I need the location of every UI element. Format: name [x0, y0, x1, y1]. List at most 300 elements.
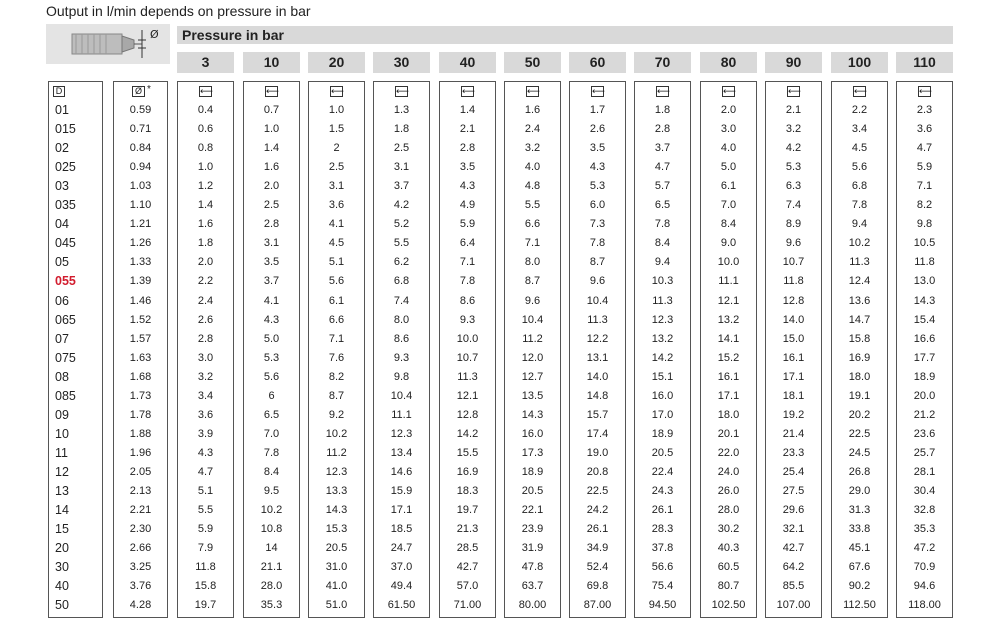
flow-value-cell: 1.3 — [393, 104, 410, 116]
flow-value-cell: 24.7 — [390, 542, 413, 555]
flow-value-cell: 3.1 — [263, 237, 280, 250]
flow-value-cell: 21.2 — [913, 408, 936, 421]
nozzle-code-cell: 11 — [55, 445, 68, 460]
flow-value-cell: 52.4 — [586, 561, 609, 574]
diameter-cell: 2.05 — [129, 465, 152, 478]
flow-value-cell: 5.6 — [263, 370, 280, 383]
flow-value-cell: 21.1 — [260, 561, 283, 574]
flow-value-cell: 7.0 — [720, 199, 737, 212]
flow-value-cell: 17.1 — [390, 504, 413, 517]
flow-arrow-icon: ⟵ — [919, 86, 932, 96]
flow-value-cell: 24.0 — [717, 465, 740, 478]
flow-value-cell: 28.1 — [913, 465, 936, 478]
flow-value-cell: 16.0 — [521, 427, 544, 440]
flow-value-cell: 13.5 — [521, 389, 544, 402]
flow-value-cell: 1.0 — [328, 104, 345, 116]
flow-value-cell: 17.1 — [782, 370, 805, 383]
flow-arrow-icon: ⟵ — [788, 86, 801, 96]
flow-arrow-icon: ⟵ — [266, 86, 279, 96]
flow-value-cell: 28.3 — [651, 523, 674, 536]
flow-value-cell: 1.5 — [328, 123, 345, 136]
flow-value-cell: 5.7 — [654, 180, 671, 193]
diameter-column — [113, 81, 168, 618]
flow-value-cell: 6.8 — [851, 180, 868, 193]
pressure-header-cell: 110 — [896, 52, 953, 73]
nozzle-code-cell: 03 — [55, 179, 69, 194]
flow-value-cell: 2.1 — [459, 123, 476, 136]
diameter-cell: 0.84 — [129, 142, 152, 155]
flow-value-cell: 15.5 — [456, 446, 479, 459]
pressure-header-cell: 3 — [177, 52, 234, 73]
diameter-footnote-mark: * — [147, 84, 151, 95]
flow-value-cell: 1.6 — [263, 161, 280, 174]
nozzle-code-cell: 08 — [55, 369, 69, 384]
flow-column — [439, 81, 496, 618]
flow-value-cell: 5.1 — [197, 485, 214, 497]
flow-value-cell: 14.6 — [390, 465, 413, 478]
flow-value-cell: 94.50 — [648, 599, 677, 612]
flow-value-cell: 6.2 — [393, 256, 410, 269]
flow-value-cell: 6.5 — [654, 199, 671, 212]
flow-value-cell: 26.8 — [848, 465, 871, 478]
flow-value-cell: 13.2 — [717, 313, 740, 326]
flow-value-cell: 7.0 — [263, 427, 280, 440]
flow-value-cell: 11.8 — [195, 561, 216, 574]
flow-value-cell: 57.0 — [456, 580, 479, 593]
flow-value-cell: 14.3 — [325, 504, 348, 517]
nozzle-icon — [46, 24, 170, 64]
flow-value-cell: 22.5 — [848, 427, 871, 440]
flow-value-cell: 16.1 — [782, 351, 805, 364]
flow-value-cell: 7.8 — [589, 237, 606, 250]
flow-value-cell: 56.6 — [651, 561, 674, 574]
flow-value-cell: 11.8 — [783, 275, 804, 288]
flow-column — [700, 81, 757, 618]
flow-value-cell: 9.4 — [654, 256, 671, 269]
flow-value-cell: 21.3 — [456, 523, 479, 536]
svg-text:Ø: Ø — [150, 28, 159, 41]
flow-value-cell: 49.4 — [390, 580, 413, 593]
nozzle-code-cell: 40 — [55, 579, 69, 594]
flow-value-cell: 18.9 — [521, 465, 544, 478]
flow-value-cell: 10.2 — [848, 237, 871, 250]
flow-value-cell: 17.7 — [913, 351, 936, 364]
flow-value-cell: 14.8 — [586, 389, 609, 402]
flow-value-cell: 2.5 — [393, 142, 410, 155]
flow-value-cell: 0.4 — [197, 104, 214, 116]
flow-value-cell: 10.5 — [913, 237, 936, 250]
flow-value-cell: 3.4 — [851, 123, 868, 136]
diameter-cell: 1.39 — [129, 275, 152, 288]
flow-value-cell: 3.5 — [263, 256, 280, 269]
flow-column — [831, 81, 888, 618]
flow-value-cell: 107.00 — [776, 599, 811, 612]
flow-value-cell: 1.0 — [263, 123, 280, 136]
flow-value-cell: 2.8 — [459, 142, 476, 155]
flow-value-cell: 18.9 — [651, 427, 674, 440]
flow-value-cell: 10.0 — [456, 332, 479, 345]
flow-value-cell: 11.8 — [914, 256, 935, 269]
flow-value-cell: 12.1 — [456, 389, 479, 402]
flow-value-cell: 0.8 — [197, 142, 214, 155]
nozzle-code-cell: 15 — [55, 522, 69, 537]
flow-column — [765, 81, 822, 618]
flow-value-cell: 12.1 — [717, 294, 740, 307]
pressure-header-cell: 70 — [634, 52, 691, 73]
flow-value-cell: 13.1 — [586, 351, 609, 364]
flow-arrow-icon: ⟵ — [200, 86, 213, 96]
nozzle-code-cell: 045 — [55, 236, 76, 251]
flow-arrow-icon: ⟵ — [396, 86, 409, 96]
flow-value-cell: 1.7 — [589, 104, 606, 116]
flow-value-cell: 15.8 — [194, 580, 217, 593]
flow-value-cell: 2.8 — [197, 332, 214, 345]
flow-value-cell: 9.6 — [589, 275, 606, 288]
flow-value-cell: 12.3 — [390, 427, 413, 440]
flow-value-cell: 63.7 — [521, 580, 544, 593]
flow-value-cell: 17.0 — [651, 408, 674, 421]
pressure-header-cell: 50 — [504, 52, 561, 73]
flow-value-cell: 9.8 — [916, 218, 933, 231]
flow-value-cell: 26.1 — [651, 504, 674, 517]
flow-value-cell: 5.2 — [393, 218, 410, 231]
flow-value-cell: 5.5 — [393, 237, 410, 250]
diameter-cell: 2.13 — [129, 485, 152, 497]
flow-value-cell: 24.2 — [586, 504, 609, 517]
flow-value-cell: 4.9 — [459, 199, 476, 212]
flow-value-cell: 60.5 — [717, 561, 740, 574]
flow-value-cell: 8.6 — [459, 294, 476, 307]
flow-value-cell: 112.50 — [843, 599, 876, 612]
flow-value-cell: 61.50 — [387, 599, 416, 612]
nozzle-code-cell: 20 — [55, 541, 69, 556]
flow-value-cell: 3.1 — [393, 161, 410, 174]
diameter-cell: 3.76 — [129, 580, 152, 593]
nozzle-code-cell: 06 — [55, 293, 69, 308]
flow-value-cell: 25.4 — [782, 465, 805, 478]
flow-value-cell: 80.7 — [717, 580, 740, 593]
flow-value-cell: 118.00 — [908, 599, 941, 612]
flow-value-cell: 10.7 — [782, 256, 805, 269]
flow-value-cell: 1.6 — [524, 104, 541, 116]
flow-value-cell: 37.8 — [651, 542, 674, 555]
nozzle-code-cell: 035 — [55, 198, 76, 213]
flow-value-cell: 4.2 — [393, 199, 410, 212]
flow-value-cell: 3.0 — [197, 351, 214, 364]
flow-value-cell: 22.0 — [717, 446, 740, 459]
flow-value-cell: 12.0 — [521, 351, 544, 364]
flow-value-cell: 6.1 — [720, 180, 737, 193]
flow-value-cell: 19.0 — [586, 446, 609, 459]
flow-value-cell: 13.3 — [325, 485, 348, 497]
flow-value-cell: 8.2 — [328, 370, 345, 383]
diameter-cell: 1.63 — [129, 351, 152, 364]
flow-value-cell: 5.3 — [785, 161, 802, 174]
flow-value-cell: 22.5 — [586, 485, 609, 497]
pressure-header-cell: 100 — [831, 52, 888, 73]
diameter-icon: Ø — [132, 86, 145, 97]
diameter-cell: 4.28 — [129, 599, 152, 612]
flow-value-cell: 2.0 — [720, 104, 737, 116]
flow-value-cell: 7.8 — [459, 275, 476, 288]
flow-value-cell: 7.4 — [785, 199, 802, 212]
nozzle-code-cell: 50 — [55, 598, 69, 613]
diameter-cell: 1.33 — [129, 256, 152, 269]
flow-value-cell: 6.4 — [459, 237, 476, 250]
flow-value-cell: 47.8 — [521, 561, 544, 574]
diameter-cell: 1.73 — [129, 389, 152, 402]
flow-value-cell: 4.0 — [720, 142, 737, 155]
flow-value-cell: 17.4 — [586, 427, 609, 440]
flow-value-cell: 23.6 — [913, 427, 936, 440]
nozzle-code-cell: 085 — [55, 388, 76, 403]
flow-value-cell: 18.9 — [913, 370, 936, 383]
flow-value-cell: 1.0 — [197, 161, 214, 174]
flow-value-cell: 14.3 — [521, 408, 544, 421]
nozzle-code-cell: 13 — [55, 484, 69, 498]
flow-value-cell: 13.6 — [848, 294, 871, 307]
flow-arrow-icon: ⟵ — [527, 86, 540, 96]
flow-value-cell: 64.2 — [782, 561, 805, 574]
flow-value-cell: 10.2 — [325, 427, 348, 440]
flow-value-cell: 10.3 — [651, 275, 674, 288]
flow-value-cell: 23.3 — [782, 446, 805, 459]
flow-value-cell: 17.3 — [521, 446, 544, 459]
flow-value-cell: 70.9 — [913, 561, 936, 574]
flow-value-cell: 5.0 — [263, 332, 280, 345]
flow-value-cell: 85.5 — [782, 580, 805, 593]
flow-value-cell: 7.1 — [328, 332, 345, 345]
flow-value-cell: 45.1 — [848, 542, 871, 555]
flow-value-cell: 4.1 — [328, 218, 345, 231]
flow-value-cell: 31.3 — [848, 504, 871, 517]
pressure-header: Pressure in bar — [177, 26, 953, 44]
diameter-cell: 1.96 — [129, 446, 152, 459]
flow-value-cell: 10.4 — [586, 294, 609, 307]
flow-value-cell: 10.2 — [260, 504, 283, 517]
flow-value-cell: 42.7 — [456, 561, 479, 574]
flow-value-cell: 29.6 — [782, 504, 805, 517]
flow-value-cell: 12.7 — [521, 370, 544, 383]
flow-value-cell: 3.6 — [916, 123, 933, 136]
flow-value-cell: 2.5 — [263, 199, 280, 212]
flow-value-cell: 6.8 — [393, 275, 410, 288]
pressure-header-cell: 80 — [700, 52, 757, 73]
flow-value-cell: 16.9 — [456, 465, 479, 478]
flow-value-cell: 13.4 — [390, 446, 413, 459]
diameter-cell: 1.10 — [129, 199, 152, 212]
diameter-cell: 1.21 — [129, 218, 152, 231]
nozzle-code-cell: 01 — [55, 103, 69, 117]
flow-value-cell: 8.4 — [720, 218, 737, 231]
flow-value-cell: 47.2 — [913, 542, 936, 555]
flow-value-cell: 3.7 — [393, 180, 410, 193]
flow-value-cell: 14.2 — [651, 351, 674, 364]
flow-value-cell: 10.7 — [456, 351, 479, 364]
flow-value-cell: 14.0 — [782, 313, 805, 326]
flow-value-cell: 3.7 — [263, 275, 280, 288]
flow-value-cell: 3.5 — [589, 142, 606, 155]
flow-value-cell: 25.7 — [913, 446, 936, 459]
flow-value-cell: 5.3 — [589, 180, 606, 193]
flow-value-cell: 20.5 — [651, 446, 674, 459]
diameter-cell: 2.66 — [129, 542, 152, 555]
flow-value-cell: 10.0 — [717, 256, 740, 269]
diameter-cell: 2.21 — [129, 504, 152, 517]
flow-value-cell: 3.6 — [328, 199, 345, 212]
flow-value-cell: 4.5 — [328, 237, 345, 250]
flow-value-cell: 7.8 — [263, 446, 280, 459]
nozzle-code-cell: 09 — [55, 407, 69, 422]
flow-value-cell: 4.8 — [524, 180, 541, 193]
flow-value-cell: 6.3 — [785, 180, 802, 193]
flow-value-cell: 2.6 — [197, 313, 214, 326]
flow-value-cell: 20.5 — [325, 542, 348, 555]
flow-value-cell: 2.4 — [197, 294, 214, 307]
diameter-cell: 1.57 — [129, 332, 152, 345]
flow-arrow-icon: ⟵ — [723, 86, 736, 96]
flow-value-cell: 1.4 — [263, 142, 280, 155]
flow-value-cell: 37.0 — [390, 561, 413, 574]
flow-value-cell: 11.3 — [849, 256, 870, 269]
flow-value-cell: 5.5 — [524, 199, 541, 212]
flow-value-cell: 1.8 — [197, 237, 214, 250]
flow-value-cell: 1.4 — [197, 199, 214, 212]
flow-value-cell: 5.3 — [263, 351, 280, 364]
flow-value-cell: 1.8 — [393, 123, 410, 136]
flow-value-cell: 26.1 — [586, 523, 609, 536]
flow-column — [373, 81, 430, 618]
flow-value-cell: 2.1 — [785, 104, 802, 116]
flow-column — [243, 81, 300, 618]
flow-value-cell: 75.4 — [651, 580, 674, 593]
flow-value-cell: 5.9 — [916, 161, 933, 174]
flow-value-cell: 18.5 — [390, 523, 413, 536]
flow-value-cell: 8.9 — [785, 218, 802, 231]
flow-value-cell: 35.3 — [260, 599, 283, 612]
flow-value-cell: 14.2 — [456, 427, 479, 440]
flow-value-cell: 19.2 — [782, 408, 805, 421]
flow-value-cell: 15.4 — [913, 313, 936, 326]
flow-value-cell: 16.6 — [913, 332, 936, 345]
flow-value-cell: 3.0 — [720, 123, 737, 136]
flow-value-cell: 31.0 — [325, 561, 348, 574]
flow-value-cell: 28.5 — [456, 542, 479, 555]
flow-value-cell: 5.9 — [459, 218, 476, 231]
flow-value-cell: 11.3 — [652, 294, 673, 307]
flow-value-cell: 5.0 — [720, 161, 737, 174]
flow-value-cell: 6.1 — [328, 294, 345, 307]
flow-value-cell: 9.4 — [851, 218, 868, 231]
flow-value-cell: 9.3 — [459, 313, 476, 326]
flow-value-cell: 8.7 — [524, 275, 541, 288]
diameter-cell: 2.30 — [129, 523, 152, 536]
flow-value-cell: 1.2 — [197, 180, 214, 193]
flow-value-cell: 2.8 — [263, 218, 280, 231]
flow-value-cell: 2.6 — [589, 123, 606, 136]
flow-value-cell: 4.0 — [524, 161, 541, 174]
flow-value-cell: 15.3 — [325, 523, 348, 536]
flow-value-cell: 7.4 — [393, 294, 410, 307]
flow-value-cell: 11.2 — [522, 332, 543, 345]
flow-value-cell: 15.2 — [717, 351, 740, 364]
flow-value-cell: 8.4 — [654, 237, 671, 250]
flow-value-cell: 8.2 — [916, 199, 933, 212]
flow-value-cell: 12.3 — [651, 313, 674, 326]
flow-value-cell: 87.00 — [583, 599, 612, 612]
nozzle-code-symbol: D — [53, 86, 65, 97]
flow-value-cell: 12.2 — [586, 332, 609, 345]
flow-value-cell: 7.8 — [654, 218, 671, 231]
diameter-cell: 3.25 — [129, 561, 152, 574]
flow-value-cell: 2.3 — [916, 104, 933, 116]
nozzle-code-cell: 055 — [55, 274, 76, 289]
flow-column — [308, 81, 365, 618]
flow-value-cell: 20.1 — [717, 427, 740, 440]
flow-value-cell: 15.1 — [651, 370, 674, 383]
flow-arrow-icon: ⟵ — [854, 86, 867, 96]
flow-value-cell: 3.7 — [654, 142, 671, 155]
flow-value-cell: 90.2 — [848, 580, 871, 593]
flow-value-cell: 10.8 — [260, 523, 283, 536]
flow-value-cell: 9.6 — [524, 294, 541, 307]
flow-value-cell: 1.4 — [459, 104, 476, 116]
flow-value-cell: 18.1 — [782, 389, 805, 402]
pressure-header-cell: 40 — [439, 52, 496, 73]
flow-value-cell: 24.3 — [651, 485, 674, 497]
nozzle-code-cell: 04 — [55, 217, 69, 232]
flow-value-cell: 4.3 — [589, 161, 606, 174]
flow-value-cell: 1.8 — [654, 104, 671, 116]
flow-value-cell: 9.8 — [393, 370, 410, 383]
nozzle-code-cell: 12 — [55, 464, 69, 479]
diameter-cell: 1.68 — [129, 370, 152, 383]
flow-value-cell: 71.00 — [453, 599, 482, 612]
flow-value-cell: 40.3 — [717, 542, 740, 555]
diameter-cell: 1.78 — [129, 408, 152, 421]
flow-value-cell: 4.3 — [197, 446, 214, 459]
flow-value-cell: 6.5 — [263, 408, 280, 421]
flow-value-cell: 20.5 — [521, 485, 544, 497]
flow-value-cell: 11.1 — [391, 408, 412, 421]
flow-value-cell: 4.3 — [459, 180, 476, 193]
flow-value-cell: 9.2 — [328, 408, 345, 421]
table-title: Output in l/min depends on pressure in bar — [46, 3, 311, 19]
flow-value-cell: 12.8 — [456, 408, 479, 421]
flow-value-cell: 20.2 — [848, 408, 871, 421]
flow-value-cell: 11.1 — [718, 275, 739, 288]
flow-value-cell: 7.1 — [459, 256, 476, 269]
flow-value-cell: 9.6 — [785, 237, 802, 250]
flow-value-cell: 51.0 — [325, 599, 348, 612]
flow-value-cell: 10.4 — [521, 313, 544, 326]
diameter-cell: 0.59 — [129, 104, 152, 116]
flow-value-cell: 7.1 — [524, 237, 541, 250]
flow-value-cell: 31.9 — [521, 542, 544, 555]
flow-value-cell: 8.0 — [524, 256, 541, 269]
pressure-header-cell: 20 — [308, 52, 365, 73]
nozzle-code-cell: 05 — [55, 255, 69, 270]
flow-value-cell: 13.0 — [913, 275, 936, 288]
flow-value-cell: 8.7 — [589, 256, 606, 269]
flow-value-cell: 30.2 — [717, 523, 740, 536]
flow-value-cell: 16.1 — [717, 370, 740, 383]
flow-value-cell: 6.6 — [328, 313, 345, 326]
flow-value-cell: 24.5 — [848, 446, 871, 459]
flow-value-cell: 9.3 — [393, 351, 410, 364]
flow-value-cell: 0.7 — [263, 104, 280, 116]
flow-value-cell: 80.00 — [518, 599, 547, 612]
